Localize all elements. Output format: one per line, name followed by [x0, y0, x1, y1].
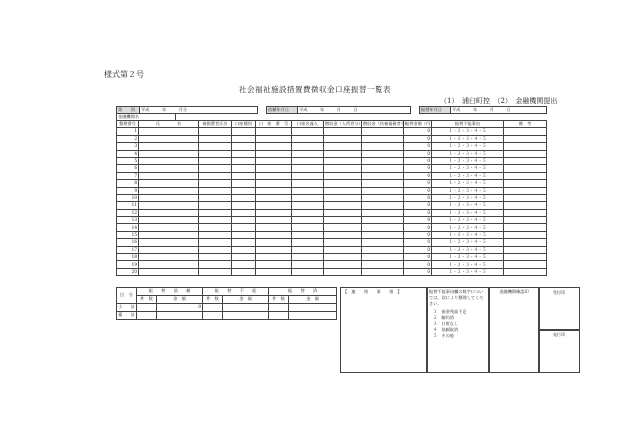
row-number: 8 — [117, 180, 139, 187]
col-header: 徴収金（扶養義務者分） — [363, 121, 410, 127]
table-row — [117, 202, 547, 209]
row-number: 1 — [117, 128, 139, 135]
col-header: 振替不能事由 — [432, 121, 504, 128]
created-date-label: 依頼年月日 — [267, 107, 298, 114]
unable-reason-options: １・２・３・４・５ — [432, 261, 504, 268]
receipt-label: 受付印 — [552, 290, 566, 295]
row-number: 10 — [117, 194, 139, 201]
table-row — [117, 268, 547, 275]
table-row — [117, 157, 547, 164]
row-number: 11 — [117, 202, 139, 209]
category-value: 平成 年 月分 — [140, 107, 258, 114]
count-header: 件 数 — [203, 296, 223, 304]
document-title: 社会福祉施設措置費徴収金口座振替一覧表 — [239, 85, 391, 94]
total-label: 累 計 — [117, 312, 137, 320]
table-row — [117, 239, 547, 246]
row-number: 2 — [117, 135, 139, 142]
row-number: 3 — [117, 143, 139, 150]
transfer-amount: 0 — [404, 150, 432, 157]
table-row — [117, 187, 547, 194]
table-row — [117, 254, 547, 261]
row-number: 17 — [117, 246, 139, 253]
reason-legend-title: 振替不能事由欄の数字については、次により整理してください。 — [429, 289, 484, 306]
col-header: 口座種別 — [232, 121, 256, 128]
transfer-amount: 0 — [404, 239, 432, 246]
unable-reason-options: １・２・３・４・５ — [432, 157, 504, 164]
unable-reason-options: １・２・３・４・５ — [432, 268, 504, 275]
col-header: 備 考 — [504, 121, 547, 128]
table-row — [117, 261, 547, 268]
unable-reason-options: １・２・３・４・５ — [432, 209, 504, 216]
table-row — [117, 217, 547, 224]
bank-confirm-box — [488, 287, 540, 373]
table-row — [117, 128, 547, 135]
summary-unable: 振 替 不 能 — [203, 288, 269, 296]
transfer-amount: 0 — [404, 224, 432, 231]
reason-item: １ 預金残高不足 — [433, 309, 467, 314]
bank-name-label: 金融機関名 — [117, 114, 176, 121]
transfer-amount: 0 — [404, 187, 432, 194]
unable-reason-options: １・２・３・４・５ — [432, 217, 504, 224]
transfer-amount: 0 — [404, 172, 432, 179]
row-number: 19 — [117, 261, 139, 268]
row-number: 18 — [117, 254, 139, 261]
col-header: 徴収金（入所者分） — [325, 121, 363, 127]
unable-reason-options: １・２・３・４・５ — [432, 150, 504, 157]
row-number: 16 — [117, 239, 139, 246]
transfer-amount: 0 — [404, 165, 432, 172]
transfer-amount: 0 — [404, 217, 432, 224]
col-header: 整理番号 — [117, 121, 139, 128]
transfer-amount: 0 — [404, 202, 432, 209]
row-number: 14 — [117, 224, 139, 231]
col-header: 被措置者氏名 — [199, 121, 232, 128]
row-number: 12 — [117, 209, 139, 216]
transfer-amount: 0 — [404, 194, 432, 201]
copy-designation: （1） 浦臼町控 （2） 金融機関提出 — [440, 97, 558, 105]
amount-header: 金 額 — [223, 296, 269, 304]
table-row — [117, 172, 547, 179]
transfer-amount: 0 — [404, 246, 432, 253]
contact-box — [340, 287, 428, 373]
reason-item: ４ 依頼取消 — [433, 327, 459, 332]
transfer-amount: 0 — [404, 143, 432, 150]
unable-reason-options: １・２・３・４・５ — [432, 143, 504, 150]
receipt-stamp-box — [538, 287, 580, 331]
table-row — [117, 209, 547, 216]
table-row — [117, 135, 547, 142]
row-number: 13 — [117, 217, 139, 224]
summary-division: 区 分 — [117, 288, 137, 304]
reason-legend-box — [426, 287, 490, 373]
row-number: 7 — [117, 172, 139, 179]
unable-reason-options: １・２・３・４・５ — [432, 172, 504, 179]
table-row — [117, 180, 547, 187]
summary-done: 振 替 済 — [269, 288, 337, 296]
form-number: 様式第２号 — [104, 70, 144, 79]
contact-heading: 【 連 絡 事 項 】 — [343, 289, 402, 294]
issue-stamp-box — [538, 329, 580, 373]
table-row — [117, 224, 547, 231]
table-row — [117, 231, 547, 238]
transfer-amount: 0 — [404, 261, 432, 268]
transfer-amount: 0 — [404, 157, 432, 164]
table-row — [117, 246, 547, 253]
row-number: 15 — [117, 231, 139, 238]
transfer-amount: 0 — [404, 135, 432, 142]
count-header: 件 数 — [137, 296, 157, 304]
row-number: 4 — [117, 150, 139, 157]
unable-reason-options: １・２・３・４・５ — [432, 254, 504, 261]
bank-confirm-label: 金融機関確認印 — [499, 289, 529, 294]
transfer-amount: 0 — [404, 128, 432, 135]
subtotal-amount: 0 — [157, 304, 203, 312]
transfer-list-table — [116, 120, 547, 276]
col-header: 口 座 番 号 — [256, 121, 292, 128]
created-date-value: 平成 年 月 日 — [298, 107, 411, 114]
col-header: 氏 名 — [139, 121, 199, 128]
amount-header: 金 額 — [289, 296, 337, 304]
unable-reason-options: １・２・３・４・５ — [432, 224, 504, 231]
table-row — [117, 143, 547, 150]
table-row — [117, 150, 547, 157]
reason-item: ２ 解約済 — [433, 315, 454, 320]
transfer-date-value: 平成 年 月 日 — [451, 107, 547, 114]
row-number: 9 — [117, 187, 139, 194]
col-header: 振替金額（円） — [405, 121, 435, 127]
unable-reason-options: １・２・３・４・５ — [432, 202, 504, 209]
table-row — [117, 194, 547, 201]
transfer-date-label: 振替年月日 — [420, 107, 451, 114]
row-number: 5 — [117, 157, 139, 164]
unable-reason-options: １・２・３・４・５ — [432, 187, 504, 194]
unable-reason-options: １・２・３・４・５ — [432, 165, 504, 172]
unable-reason-options: １・２・３・４・５ — [432, 239, 504, 246]
count-header: 件 数 — [269, 296, 289, 304]
header-info-table — [116, 106, 547, 114]
transfer-amount: 0 — [404, 209, 432, 216]
reason-item: ３ 口座なし — [433, 321, 459, 326]
unable-reason-options: １・２・３・４・５ — [432, 128, 504, 135]
summary-request: 振 替 依 頼 — [137, 288, 203, 296]
transfer-amount: 0 — [404, 254, 432, 261]
amount-header: 金 額 — [157, 296, 203, 304]
category-label: 第 別 — [117, 107, 140, 114]
issue-label: 発行印 — [552, 332, 566, 337]
unable-reason-options: １・２・３・４・５ — [432, 135, 504, 142]
reason-item: ５ その他 — [433, 333, 454, 338]
unable-reason-options: １・２・３・４・５ — [432, 194, 504, 201]
subtotal-label: 小 計 — [117, 304, 137, 312]
row-number: 20 — [117, 268, 139, 275]
col-header: 口座名義人 — [292, 121, 324, 128]
unable-reason-options: １・２・３・４・５ — [432, 246, 504, 253]
row-number: 6 — [117, 165, 139, 172]
unable-reason-options: １・２・３・４・５ — [432, 231, 504, 238]
transfer-amount: 0 — [404, 231, 432, 238]
unable-reason-options: １・２・３・４・５ — [432, 180, 504, 187]
transfer-amount: 0 — [404, 180, 432, 187]
table-row — [117, 165, 547, 172]
transfer-amount: 0 — [404, 268, 432, 275]
summary-table — [116, 287, 337, 320]
table-header-row — [117, 121, 547, 128]
